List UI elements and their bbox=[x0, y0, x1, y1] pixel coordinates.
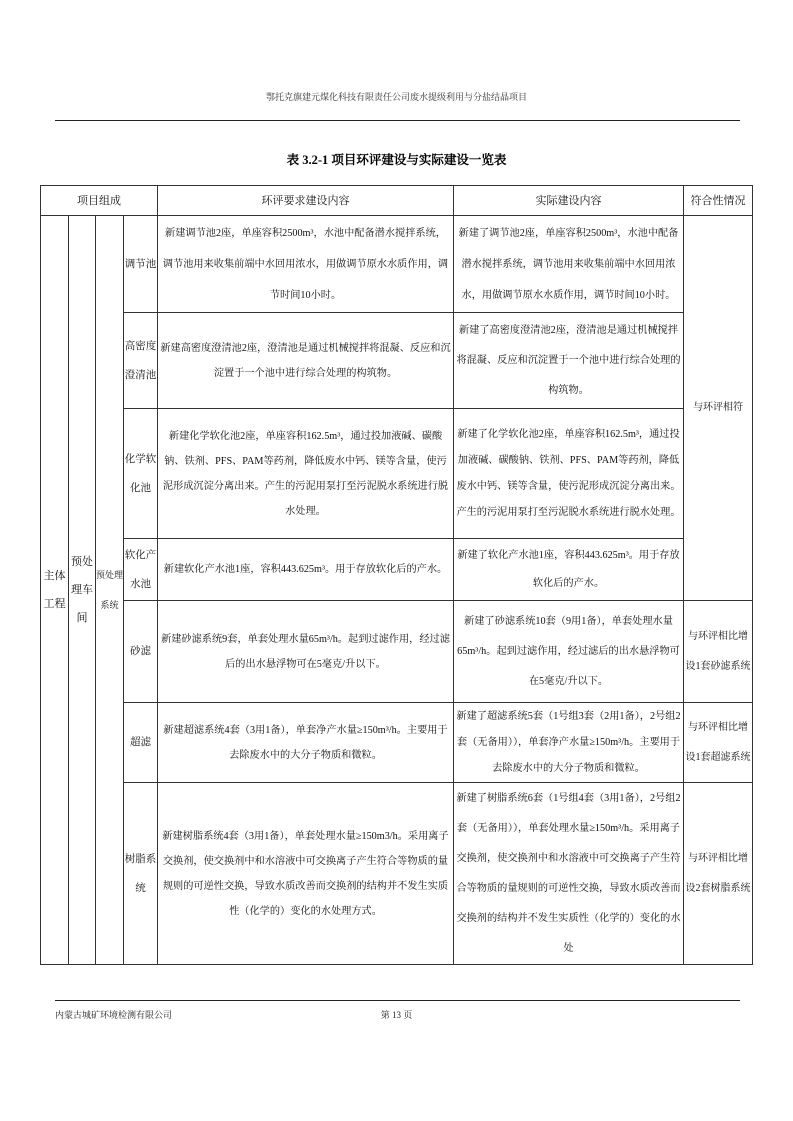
eia-content-cell bbox=[158, 216, 454, 313]
item-name: 化学软化池 bbox=[124, 453, 157, 494]
compliance-text: 与环评相比增设1套超滤系统 bbox=[685, 721, 751, 763]
workshop-cell bbox=[69, 216, 96, 965]
category-label: 主体工程 bbox=[43, 570, 66, 610]
actual-content-cell bbox=[454, 601, 684, 703]
table-caption: 表 3.2-1 项目环评建设与实际建设一览表 bbox=[286, 153, 507, 167]
item-name-cell bbox=[124, 409, 158, 539]
eia-content: 新建砂滤系统9套，单套处理水量65m³/h。起到过滤作用，经过滤后的出水悬浮物可在5毫克/升以下。 bbox=[161, 633, 450, 670]
header-actual-label: 实际建设内容 bbox=[535, 194, 602, 207]
item-name-cell bbox=[124, 601, 158, 703]
eia-content: 新建超滤系统4套（3用1备），单套净产水量≥150m³/h。主要用于去除废水中的大分子物质和微粒。 bbox=[163, 724, 448, 761]
eia-content: 新建软化产水池1座，容积443.625m³。用于存放软化后的产水。 bbox=[163, 564, 448, 575]
header-cell-eia bbox=[158, 186, 454, 216]
system-label: 预处理系统 bbox=[96, 570, 124, 610]
item-name: 软化产水池 bbox=[124, 549, 157, 590]
actual-content: 新建了超滤系统5套（1号组3套（2用1备），2号组2套（无备用）），单套净产水量≥150m³/h。主要用于去除废水中的大分子物质和微粒。 bbox=[456, 710, 681, 774]
header-rule bbox=[55, 120, 740, 121]
workshop-label: 预处理车间 bbox=[71, 556, 93, 624]
actual-content-cell bbox=[454, 783, 684, 965]
compliance-cell bbox=[684, 783, 753, 965]
actual-content-cell bbox=[454, 216, 684, 313]
item-name-cell bbox=[124, 539, 158, 601]
actual-content: 新建了树脂系统6套（1号组4套（3用1备），2号组2套（无备用）），单套处理水量≥150m³/h。采用离子交换剂，使交换剂中和水溶液中可交换离子产生符合等物质的量规则的可逆性交换，导致水质改善而交换剂的结构并不发生实质性（化学的）变化的水处 bbox=[456, 793, 681, 954]
compliance-cell-shared bbox=[684, 216, 753, 601]
eia-content: 新建化学软化池2座，单座容积162.5m³，通过投加液碱、碳酸钠、铁剂、PFS、PAM等药剂，降低废水中钙、镁等含量，使污泥形成沉淀分离出来。产生的污泥用泵打至污泥脱水系统进行脱水处理。 bbox=[162, 430, 449, 517]
actual-content: 新建了高密度澄清池2座，澄清池是通过机械搅拌将混凝、反应和沉淀置于一个池中进行综合处理的构筑物。 bbox=[456, 324, 681, 396]
eia-content-cell bbox=[158, 313, 454, 409]
eia-content-cell bbox=[158, 703, 454, 783]
eia-content: 新建调节池2座，单座容积2500m³，水池中配备潜水搅拌系统，调节池用来收集前端中水回用浓水，用做调节原水水质作用，调节时间10小时。 bbox=[162, 227, 449, 301]
header-compliance-label: 符合性情况 bbox=[690, 194, 746, 207]
comparison-table bbox=[40, 185, 753, 965]
actual-content-cell bbox=[454, 703, 684, 783]
compliance-text: 与环评相符 bbox=[693, 402, 743, 413]
eia-content: 新建高密度澄清池2座，澄清池是通过机械搅拌将混凝、反应和沉淀置于一个池中进行综合处理的构筑物。 bbox=[160, 342, 451, 379]
item-name: 砂滤 bbox=[130, 646, 151, 657]
item-name-cell bbox=[124, 783, 158, 965]
header-cell-composition bbox=[41, 186, 158, 216]
header-cell-actual bbox=[454, 186, 684, 216]
compliance-text: 与环评相比增设1套砂滤系统 bbox=[685, 630, 751, 672]
header-composition-label: 项目组成 bbox=[77, 194, 121, 207]
compliance-text: 与环评相比增设2套树脂系统 bbox=[685, 852, 751, 894]
eia-content-cell bbox=[158, 539, 454, 601]
actual-content: 新建了软化产水池1座，容积443.625m³。用于存放软化后的产水。 bbox=[457, 549, 680, 589]
compliance-cell bbox=[684, 703, 753, 783]
eia-content-cell bbox=[158, 783, 454, 965]
actual-content-cell bbox=[454, 313, 684, 409]
eia-content-cell bbox=[158, 601, 454, 703]
item-name-cell bbox=[124, 703, 158, 783]
eia-content: 新建树脂系统4套（3用1备），单套处理水量≥150m3/h。采用离子交换剂，使交换剂中和水溶液中可交换离子产生符合等物质的量规则的可逆性交换，导致水质改善而交换剂的结构并不发生实质性（化学的）变化的水处理方式。 bbox=[162, 830, 449, 917]
footer-company: 内蒙古城矿环境检测有限公司 bbox=[55, 1010, 173, 1020]
compliance-cell bbox=[684, 601, 753, 703]
item-name-cell bbox=[124, 216, 158, 313]
actual-content-cell bbox=[454, 539, 684, 601]
system-cell bbox=[96, 216, 124, 965]
category-cell bbox=[41, 216, 69, 965]
item-name: 高密度澄清池 bbox=[124, 340, 157, 381]
item-name: 超滤 bbox=[130, 737, 151, 748]
page-number: 第 13 页 bbox=[380, 1010, 413, 1020]
item-name: 调节池 bbox=[124, 258, 157, 270]
actual-content: 新建了砂滤系统10套（9用1备），单套处理水量65m³/h。起到过滤作用，经过滤后的出水悬浮物可在5毫克/升以下。 bbox=[457, 615, 680, 687]
actual-content: 新建了化学软化池2座，单座容积162.5m³，通过投加液碱、碳酸钠、铁剂、PFS、PAM等药剂，降低废水中钙、镁等含量，使污泥形成沉淀分离出来。产生的污泥用泵打至污泥脱水系统进行脱水处理。 bbox=[456, 428, 681, 518]
actual-content: 新建了调节池2座，单座容积2500m³，水池中配备潜水搅拌系统，调节池用来收集前端中水回用浓水，用做调节原水水质作用，调节时间10小时。 bbox=[458, 227, 679, 301]
footer-rule bbox=[55, 1000, 740, 1001]
item-name: 树脂系统 bbox=[124, 853, 157, 894]
header-eia-label: 环评要求建设内容 bbox=[261, 194, 350, 207]
item-name-cell bbox=[124, 313, 158, 409]
header-cell-compliance bbox=[684, 186, 753, 216]
running-header: 鄂托克旗建元煤化科技有限责任公司废水提级利用与分盐结晶项目 bbox=[265, 92, 527, 102]
eia-content-cell bbox=[158, 409, 454, 539]
actual-content-cell bbox=[454, 409, 684, 539]
